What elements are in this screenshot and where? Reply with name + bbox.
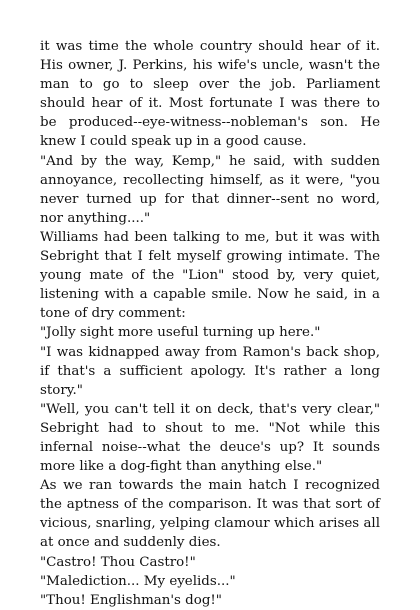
- paragraph-main-hatch: As we ran towards the main hatch I recognized the aptness of the comparison. It was that sort of vicious, snarling, yelping clamour which arises all at once and suddenly dies.: [40, 478, 380, 551]
- paragraph-kemp-dinner: "And by the way, Kemp," he said, with sudden annoyance, recollecting himself, as it were, "you never turned up for that dinner--sent no word, nor anything....": [40, 153, 380, 226]
- paragraph-englishmans-dog: "Thou! Englishman's dog!": [40, 592, 222, 608]
- paragraph-castro: "Castro! Thou Castro!": [40, 554, 196, 570]
- paragraph-dog-fight: "Well, you can't tell it on deck, that's very clear," Sebright had to shout to me. "Not while this infernal noise--what the deuce's up? It sounds more like a dog-fight than anything else.": [40, 401, 380, 475]
- paragraph-williams-sebright: Williams had been talking to me, but it was with Sebright that I felt myself growing intimate. The young mate of the "Lion" stood by, very quiet, listening with a capable smile. Now he said, in a tone of dry comment:: [40, 229, 380, 322]
- paragraph-malediction: "Malediction... My eyelids...": [40, 573, 236, 589]
- book-page: [40, 37, 380, 610]
- paragraph-jolly-sight: "Jolly sight more useful turning up here.": [40, 325, 321, 341]
- paragraph-perkins: it was time the whole country should hear of it. His owner, J. Perkins, his wife's uncle, wasn't the man to go to sleep over the job. Parliament should hear of it. Most fortunate I was there to be produced--eye-witness--nobleman's son. He knew I could speak up in a good cause.: [40, 39, 380, 150]
- paragraph-kidnapped: "I was kidnapped away from Ramon's back shop, if that's a sufficient apology. It's rather a long story.": [40, 344, 380, 398]
